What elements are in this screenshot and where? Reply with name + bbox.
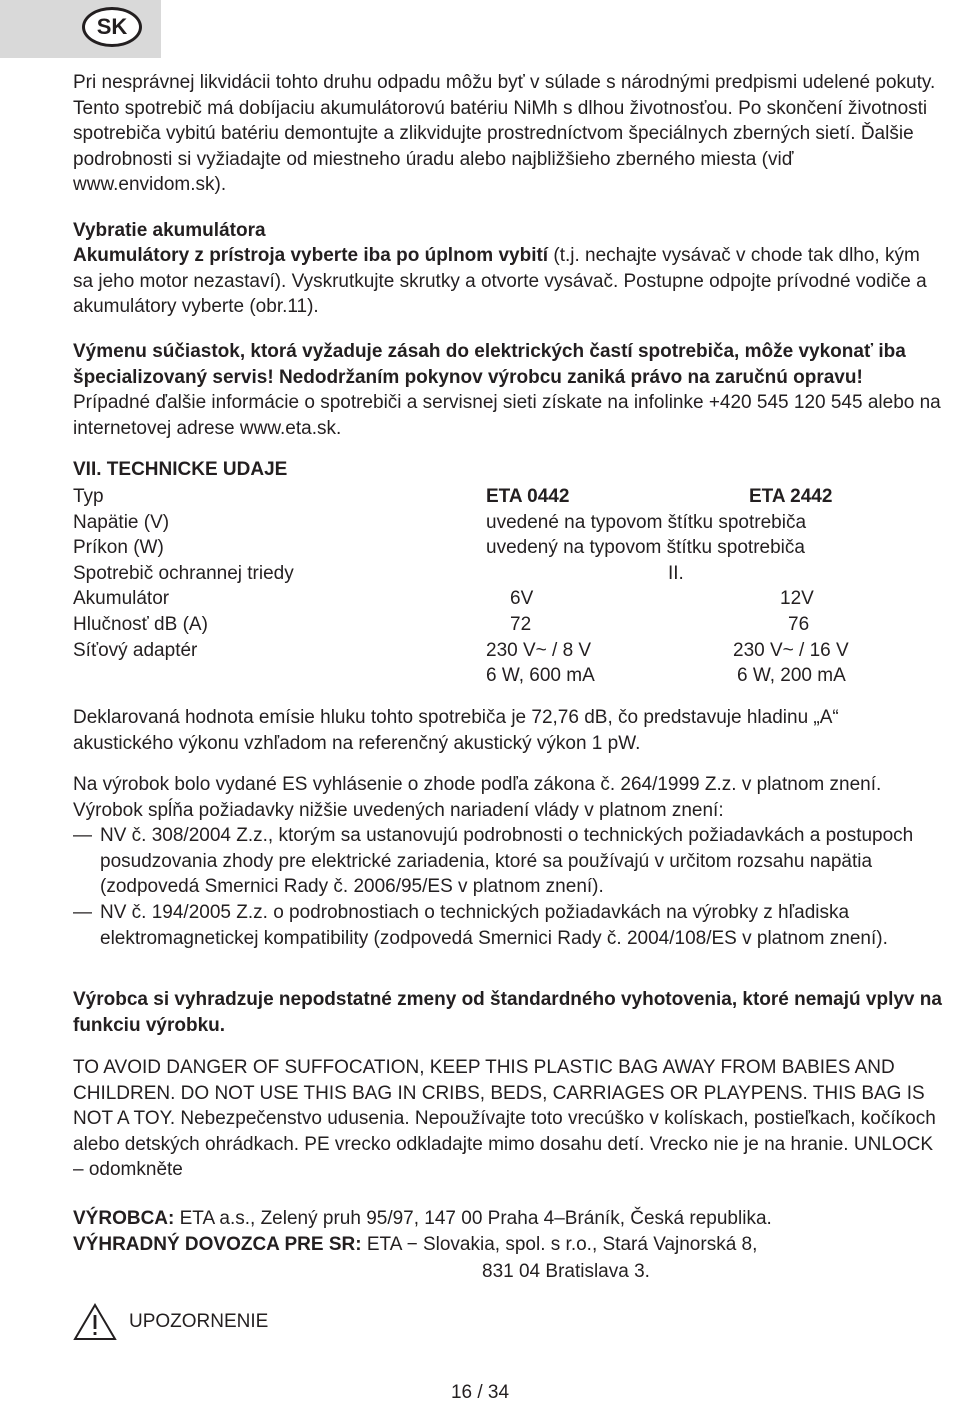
noise-declaration: Deklarovaná hodnota emísie hluku tohto spotrebiča je 72,76 dB, čo predstavuje hladinu „A“ akustického výkonu vzhľadom na referenčný akustický výkon 1 pW. — [73, 707, 839, 754]
importer-city: 831 04 Bratislava 3. — [482, 1261, 650, 1282]
battery-paragraph — [73, 243, 943, 320]
repair-text: Prípadné ďalšie informácie o spotrebiči a servisnej sieti získate na infolinke +420 545 120 545 alebo na internetovej adrese www.eta.sk. — [73, 392, 941, 439]
spec-table — [73, 484, 953, 689]
es-declaration: Na výrobok bolo vydané ES vyhlásenie o zhode podľa zákona č. 264/1999 Z.z. v platnom znení. Výrobok spĺňa požiadavky nižšie uvedených nariadení vlády v platnom znení: — [73, 774, 882, 821]
model-b: ETA 2442 — [749, 486, 833, 507]
spec-value-b: 12V — [780, 588, 814, 610]
model-a: ETA 0442 — [486, 486, 570, 507]
repair-paragraph — [73, 339, 943, 441]
bag-warning: TO AVOID DANGER OF SUFFOCATION, KEEP THIS PLASTIC BAG AWAY FROM BABIES AND CHILDREN. DO NOT USE THIS BAG IN CRIBS, BEDS, CARRIAGES OR PLAYPENS. THIS BAG IS NOT A TOY. Nebezpečenstvo udusenia. Nepoužívajte toto vrecúško v kolískach, postieľkach, kočíkoch alebo detských ohrádkach. PE vrecko odkladajte mimo dosahu detí. Vrecko nie je na hranie. UNLOCK – odomkněte — [73, 1057, 936, 1181]
spec-row-adapter — [73, 638, 953, 664]
spec-label: Typ — [73, 486, 104, 507]
tech-heading: VII. TECHNICKE UDAJE — [73, 459, 288, 480]
spec-value-b: 230 V~ / 16 V — [733, 639, 849, 661]
dash-bullet: — — [73, 825, 92, 846]
spec-value-a: 230 V~ / 8 V — [486, 639, 592, 661]
manufacturer-line — [73, 1206, 943, 1232]
battery-bold-text: Akumulátory z prístroja vyberte iba po úplnom vybití — [73, 245, 549, 266]
manufacturer-label: VÝROBCA: — [73, 1208, 175, 1229]
importer-text: ETA − Slovakia, spol. s r.o., Stará Vajnorská 8, — [361, 1234, 758, 1255]
spec-row-power — [73, 535, 953, 561]
changes-notice: Výrobca si vyhradzuje nepodstatné zmeny od štandardného vyhotovenia, ktoré nemajú vplyv na funkciu výrobku. — [73, 989, 942, 1036]
language-tab — [0, 0, 161, 58]
spec-row-type — [73, 484, 953, 510]
spec-value-a: 6V — [510, 588, 534, 610]
spec-value: uvedený na typovom štítku spotrebiča — [486, 537, 805, 559]
battery-heading: Vybratie akumulátora — [73, 220, 266, 241]
spec-label: Spotrebič ochrannej triedy — [73, 562, 294, 584]
warning-block — [73, 1302, 268, 1342]
importer-label: VÝHRADNÝ DOVOZCA PRE SR: — [73, 1234, 362, 1255]
spec-value-b: 76 — [788, 613, 810, 635]
regulation-text: NV č. 194/2005 Z.z. o podrobnostiach o technických požiadavkách na výrobky z hľadiska elektromagnetickej kompatibility (zodpovedá Smernici Rady č. 2004/108/ES v platnom znení). — [100, 902, 888, 949]
importer-line — [73, 1232, 943, 1258]
disposal-paragraph: Pri nesprávnej likvidácii tohto druhu odpadu môžu byť v súlade s národnými predpismi udelené pokuty. Tento spotrebič má dobíjaciu akumulátorovú batériu NiMh s dlhou životnosťou. Po skončení životnosti spotrebiča vybitú batériu demontujte a zlikvidujte prostredníctvom špeciálnych zberných sietí. Ďalšie podrobnosti si vyžiadajte od miestneho úradu alebo najbližšieho zberného miesta (viď www.envidom.sk). — [73, 72, 936, 196]
spec-value: uvedené na typovom štítku spotrebiča — [486, 511, 807, 533]
warning-label: UPOZORNENIE — [129, 1311, 269, 1332]
repair-bold-1: Výmenu súčiastok, ktorá vyžaduje zásah do elektrických častí spotrebiča, môže vykonať iba špecializovaný servis! — [73, 341, 906, 388]
spec-label: Príkon (W) — [73, 537, 164, 559]
language-badge: SK — [82, 7, 142, 47]
warning-triangle-icon — [73, 1303, 117, 1341]
spec-label: Síťový adaptér — [73, 639, 198, 661]
dash-bullet: — — [73, 902, 92, 923]
spec-value-a: 6 W, 600 mA — [486, 665, 595, 687]
page-number: 16 / 34 — [450, 1382, 510, 1403]
manufacturer-text: ETA a.s., Zelený pruh 95/97, 147 00 Praha 4–Bráník, Česká republika. — [174, 1208, 772, 1229]
spec-label: Hlučnosť dB (A) — [73, 613, 208, 635]
spec-label: Napätie (V) — [73, 511, 170, 533]
spec-row-battery — [73, 586, 953, 612]
spec-value: II. — [668, 562, 684, 584]
regulation-text: NV č. 308/2004 Z.z., ktorým sa ustanovujú podrobnosti o technických požiadavkách a postupoch posudzovania zhody pre elektrické zariadenia, ktoré sa používajú v určitom rozsahu napätia (zodpovedá Smernici Rady č. 2006/95/ES v platnom znení). — [100, 825, 914, 898]
spec-value-a: 72 — [510, 613, 532, 635]
spec-row-class — [73, 561, 953, 587]
spec-row-voltage — [73, 510, 953, 536]
spec-value-b: 6 W, 200 mA — [737, 665, 846, 687]
battery-text: (t.j. nechajte vysávač v chode tak dlho, kým sa jeho motor nezastaví). Vyskrutkujte skrutky a otvorte vysávač. Postupne odpojte prívodné vodiče a akumulátory vyberte (obr.11). — [73, 245, 927, 318]
spec-row-noise — [73, 612, 953, 638]
spec-label: Akumulátor — [73, 588, 170, 610]
repair-bold-2: Nedodržaním pokynov výrobcu zaniká právo na zaručnú opravu! — [273, 366, 863, 388]
spec-row-adapter-power — [73, 663, 953, 689]
